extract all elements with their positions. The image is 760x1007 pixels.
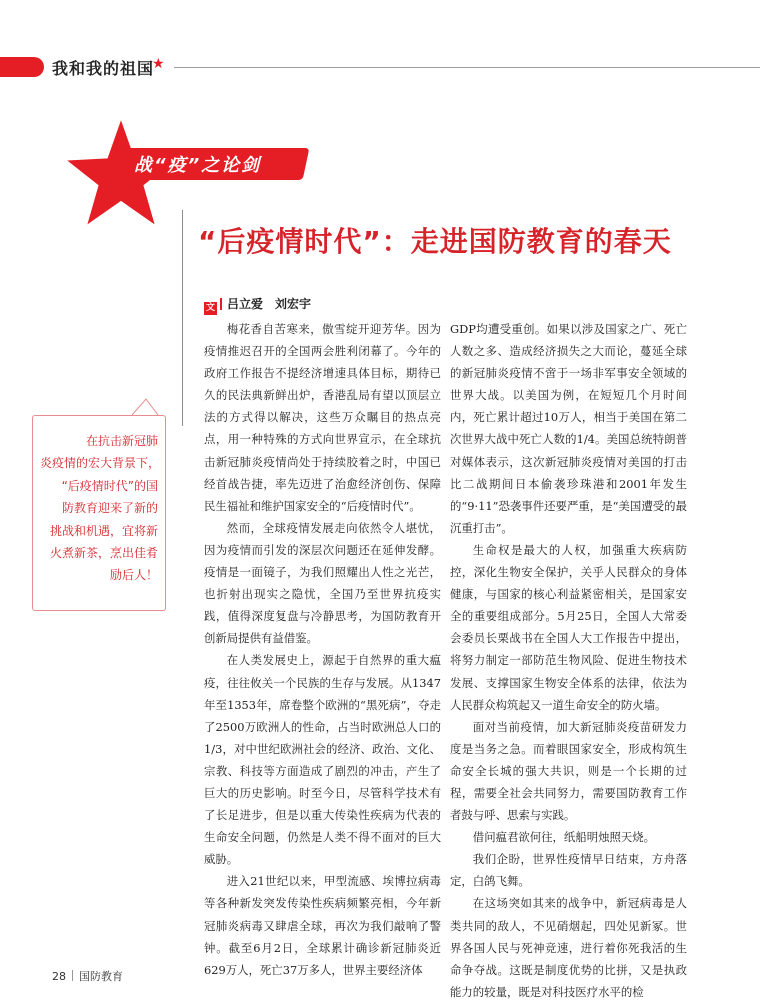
byline-separator	[220, 298, 222, 310]
pull-quote	[40, 430, 161, 587]
pull-quote-line: 挑战和机遇，宜将新	[49, 523, 158, 538]
paragraph: 借问瘟君欲何往，纸船明烛照天烧。	[472, 830, 656, 845]
pull-quote-line: 励后人！	[109, 568, 158, 583]
pull-quote-line: 火煮新茶，烹出佳肴	[49, 546, 158, 561]
authors: 吕立爱 刘宏宇	[227, 297, 312, 311]
journal-name: 国防教育	[79, 970, 123, 983]
header-accent-bar	[0, 57, 44, 77]
footer-separator	[72, 970, 73, 981]
paragraph: 在人类发展史上，源起于自然界的重大瘟疫，往往攸关一个民族的生存与发展。从1347年至1353年，席卷整个欧洲的“黑死病”，夺走了2500万欧洲人的性命，占当时欧洲总人口的1/3，对中世纪欧洲社会的经济、政治、文化、宗教、科技等方面造成了剧烈的冲击，产生了巨大的历史影响。时至今日，尽管科学技术有了长足进步，但是以重大传染性疾病为代表的生命安全问题，仍然是人类不得不面对的巨大威胁。	[204, 653, 441, 867]
article-title: “后疫情时代”：走进国防教育的春天	[198, 225, 672, 258]
pull-quote-line: 在抗击新冠肺	[85, 434, 158, 448]
byline	[204, 295, 311, 315]
byline-mark: 文	[205, 303, 215, 313]
star-icon: ★	[152, 56, 165, 72]
body-column-right	[450, 318, 687, 1003]
section-title: 我和我的祖国	[52, 59, 155, 78]
paragraph: 面对当前疫情，加大新冠肺炎疫苗研发力度是当务之急。而着眼国家安全，形成构筑生命安全长城的强大共识，则是一个长期的过程，需要全社会共同努力，需要国防教育工作者鼓与呼、思索与实践。	[450, 719, 687, 823]
column-label: 战“疫”之论剑	[134, 155, 262, 176]
pull-quote-line: 炎疫情的宏大背景下，	[40, 456, 161, 471]
paragraph: 生命权是最大的人权，加强重大疾病防控，深化生物安全保护，关乎人民群众的身体健康，与国家的核心利益紧密相关，是国家安全的重要组成部分。5月25日，全国人大常委会委员长栗战书在全国人大工作报告中提出，将努力制定一部防范生物风险、促进生物技术发展、支撑国家生物安全体系的法律，依法为人民群众构筑起又一道生命安全的防火墙。	[450, 542, 687, 712]
page-number: 28	[52, 970, 66, 983]
paragraph: 然而，全球疫情发展走向依然令人堪忧，因为疫情而引发的深层次问题还在延伸发酵。疫情是一面镜子，为我们照耀出人性之光芒，也折射出现实之隐忧，全国乃至世界抗疫实践，值得深度复盘与冷静思考，为国防教育开创新局提供有益借鉴。	[204, 520, 441, 646]
pull-quote-line: “后疫情时代”的国	[61, 478, 158, 493]
pull-quote-line: 防教育迎来了新的	[61, 501, 158, 516]
title-rule	[182, 210, 183, 426]
paragraph: 在这场突如其来的战争中，新冠病毒是人类共同的敌人，不见硝烟起，四处见新冢。世界各国人民与死神竞速，进行着你死我活的生命争夺战。这既是制度优势的比拼，又是执政能力的较量，既是对科技医疗水平的检	[450, 896, 687, 999]
paragraph: 我们企盼，世界性疫情早日结束，方舟落定，白鸽飞舞。	[450, 852, 687, 889]
footer	[52, 968, 123, 984]
body-column-left	[204, 318, 441, 981]
paragraph: GDP均遭受重创。如果以涉及国家之广、死亡人数之多、造成经济损失之大而论，蔓延全球的新冠肺炎疫情不啻于一场非军事安全领域的世界大战。以美国为例，在短短几个月时间内，死亡累计超过10万人，相当于美国在第二次世界大战中死亡人数的1/4。美国总统特朗普对媒体表示，这次新冠肺炎疫情对美国的打击比二战期间日本偷袭珍珠港和2001年发生的“9·11”恐袭事件还要严重，是“美国遭受的最沉重打击”。	[450, 322, 687, 535]
paragraph: 进入21世纪以来，甲型流感、埃博拉病毒等各种新发突发传染性疾病频繁亮相，今年新冠肺炎病毒又肆虐全球，再次为我们敲响了警钟。截至6月2日，全球累计确诊新冠肺炎近629万人，死亡37万多人，世界主要经济体	[204, 874, 441, 977]
pull-quote-tail	[132, 398, 160, 416]
header-rule	[174, 67, 760, 68]
paragraph: 梅花香自苦寒来，傲雪绽开迎芳华。因为疫情推迟召开的全国两会胜利闭幕了。今年的政府工作报告不提经济增速具体目标，期待已久的民法典新鲜出炉，香港乱局有望以顶层立法的方式得以解决，这些万众瞩目的热点亮点，用一种特殊的方式向世界宣示，在全球抗击新冠肺炎疫情尚处于持续胶着之时，中国已经首战告捷，率先迈进了治愈经济创伤、保障民生福祉和维护国家安全的“后疫情时代”。	[204, 322, 441, 513]
